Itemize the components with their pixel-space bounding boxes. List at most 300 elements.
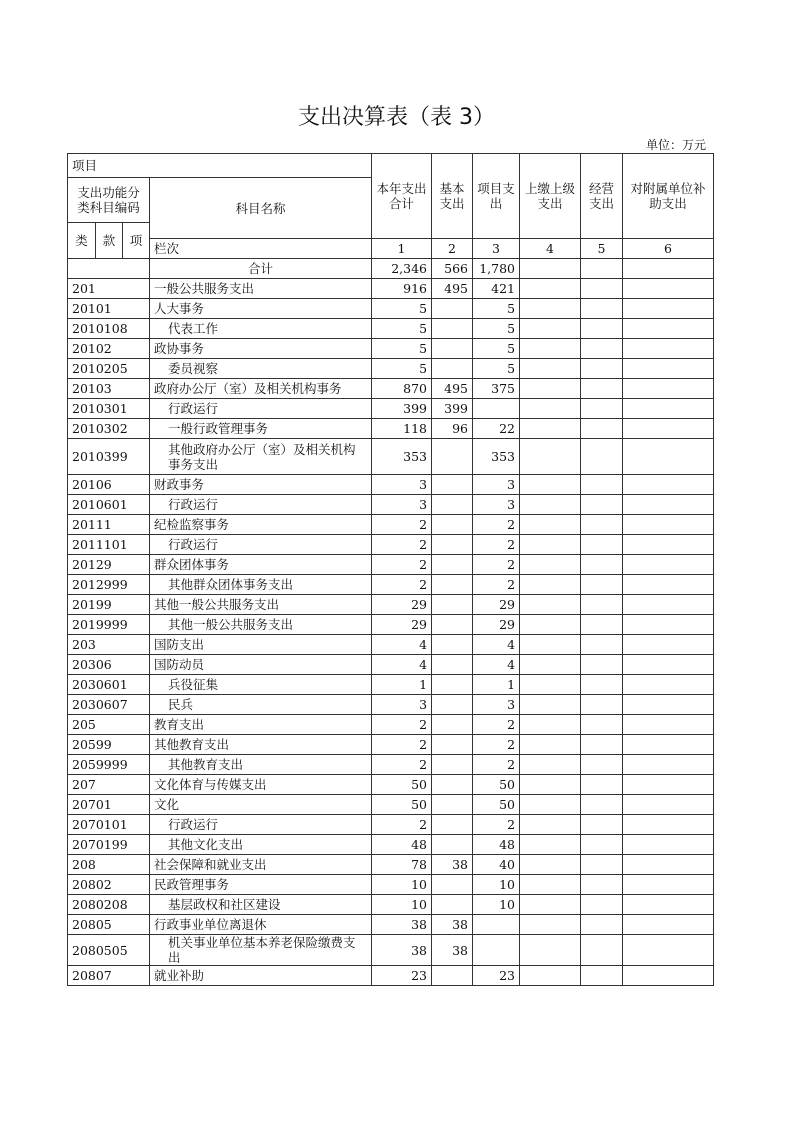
row-value (623, 875, 714, 895)
row-value: 3 (473, 695, 520, 715)
row-value (432, 695, 473, 715)
row-value (432, 835, 473, 855)
row-value (623, 675, 714, 695)
row-value (581, 775, 623, 795)
row-code: 2010601 (68, 495, 150, 515)
row-value (581, 735, 623, 755)
col-header-upper: 上缴上级支出 (520, 154, 581, 239)
row-name: 行政运行 (150, 815, 372, 835)
row-value (581, 715, 623, 735)
row-value (432, 895, 473, 915)
row-value (581, 575, 623, 595)
table-row (68, 419, 714, 439)
row-code: 201 (68, 279, 150, 299)
row-value (520, 279, 581, 299)
row-value (623, 279, 714, 299)
row-value (520, 675, 581, 695)
row-value (581, 535, 623, 555)
row-value: 4 (372, 635, 432, 655)
row-value (520, 855, 581, 875)
row-value: 4 (473, 655, 520, 675)
table-row (68, 755, 714, 775)
table-row (68, 915, 714, 935)
row-value (520, 715, 581, 735)
row-value (432, 715, 473, 735)
row-value (520, 935, 581, 966)
table-row (68, 299, 714, 319)
header-lanci: 栏次 (150, 239, 372, 259)
row-name: 行政事业单位离退休 (150, 915, 372, 935)
row-value: 96 (432, 419, 473, 439)
row-value (520, 966, 581, 986)
row-code: 2010399 (68, 439, 150, 475)
total-cell (520, 259, 581, 279)
row-value (432, 755, 473, 775)
row-value: 3 (473, 495, 520, 515)
row-value (581, 279, 623, 299)
row-value (623, 319, 714, 339)
row-value: 5 (473, 359, 520, 379)
row-value: 50 (473, 795, 520, 815)
table-row (68, 895, 714, 915)
row-value: 38 (432, 915, 473, 935)
row-value (520, 359, 581, 379)
row-value (432, 575, 473, 595)
row-value: 2 (372, 515, 432, 535)
row-value (520, 835, 581, 855)
row-name: 其他群众团体事务支出 (150, 575, 372, 595)
header-xiang: 项 (123, 223, 150, 259)
row-code: 20802 (68, 875, 150, 895)
table-row (68, 615, 714, 635)
row-value (623, 339, 714, 359)
row-value: 916 (372, 279, 432, 299)
row-name: 社会保障和就业支出 (150, 855, 372, 875)
row-name: 教育支出 (150, 715, 372, 735)
row-value: 375 (473, 379, 520, 399)
row-value: 78 (372, 855, 432, 875)
row-name: 纪检监察事务 (150, 515, 372, 535)
row-value (581, 855, 623, 875)
col-header-operating: 经营支出 (581, 154, 623, 239)
unit-label: 单位：万元 (645, 138, 706, 152)
row-value (520, 319, 581, 339)
row-name: 委员视察 (150, 359, 372, 379)
table-row (68, 495, 714, 515)
row-name: 机关事业单位基本养老保险缴费支出 (150, 935, 372, 966)
total-cell: 566 (432, 259, 473, 279)
row-value: 2 (473, 715, 520, 735)
row-value (432, 815, 473, 835)
row-name: 兵役征集 (150, 675, 372, 695)
row-value (581, 875, 623, 895)
row-value: 10 (372, 875, 432, 895)
row-name: 民政管理事务 (150, 875, 372, 895)
table-row (68, 379, 714, 399)
row-code: 2070199 (68, 835, 150, 855)
row-value: 399 (432, 399, 473, 419)
row-value (623, 419, 714, 439)
row-value (520, 379, 581, 399)
row-value: 2 (473, 575, 520, 595)
row-name: 政府办公厅（室）及相关机构事务 (150, 379, 372, 399)
row-value: 2 (473, 515, 520, 535)
row-value (581, 755, 623, 775)
row-value (623, 595, 714, 615)
row-value (581, 895, 623, 915)
row-value: 353 (473, 439, 520, 475)
row-code: 20129 (68, 555, 150, 575)
row-value: 48 (473, 835, 520, 855)
row-value (432, 439, 473, 475)
row-value: 50 (372, 775, 432, 795)
row-value (581, 515, 623, 535)
row-value (432, 615, 473, 635)
row-value (623, 735, 714, 755)
row-code: 2012999 (68, 575, 150, 595)
row-value: 3 (372, 695, 432, 715)
row-name: 群众团体事务 (150, 555, 372, 575)
table-row (68, 359, 714, 379)
row-value (520, 399, 581, 419)
row-code: 2019999 (68, 615, 150, 635)
row-value (623, 895, 714, 915)
row-value (623, 535, 714, 555)
row-name: 其他一般公共服务支出 (150, 615, 372, 635)
row-value (520, 339, 581, 359)
row-code: 20101 (68, 299, 150, 319)
table-row (68, 715, 714, 735)
table-row (68, 535, 714, 555)
row-value (432, 675, 473, 695)
row-value (432, 875, 473, 895)
table-row (68, 875, 714, 895)
row-value: 399 (372, 399, 432, 419)
row-value: 22 (473, 419, 520, 439)
row-code: 2011101 (68, 535, 150, 555)
row-code: 20599 (68, 735, 150, 755)
table-row (68, 475, 714, 495)
row-value (432, 299, 473, 319)
row-code: 2030601 (68, 675, 150, 695)
row-value (520, 815, 581, 835)
row-value (520, 895, 581, 915)
row-value (581, 815, 623, 835)
row-value: 38 (432, 935, 473, 966)
row-value (520, 735, 581, 755)
row-value (623, 575, 714, 595)
row-code: 2080505 (68, 935, 150, 966)
row-value (432, 475, 473, 495)
row-value: 2 (372, 815, 432, 835)
row-value: 2 (473, 735, 520, 755)
table-row (68, 966, 714, 986)
col-number: 5 (581, 239, 623, 259)
row-code: 2010301 (68, 399, 150, 419)
row-code: 207 (68, 775, 150, 795)
row-value (520, 535, 581, 555)
row-value: 2 (372, 555, 432, 575)
row-name: 其他教育支出 (150, 755, 372, 775)
row-value: 10 (473, 895, 520, 915)
row-value (581, 439, 623, 475)
table-row (68, 595, 714, 615)
row-value (581, 495, 623, 515)
row-value: 2 (372, 575, 432, 595)
row-value (520, 795, 581, 815)
row-value (581, 695, 623, 715)
row-name: 其他文化支出 (150, 835, 372, 855)
row-name: 文化 (150, 795, 372, 815)
col-number: 1 (372, 239, 432, 259)
row-value (623, 775, 714, 795)
row-value (581, 595, 623, 615)
row-value (623, 835, 714, 855)
row-code: 20199 (68, 595, 150, 615)
row-code: 2010108 (68, 319, 150, 339)
row-value: 50 (372, 795, 432, 815)
row-value: 421 (473, 279, 520, 299)
row-name: 基层政权和社区建设 (150, 895, 372, 915)
row-name: 一般公共服务支出 (150, 279, 372, 299)
row-value: 3 (473, 475, 520, 495)
row-value: 2 (372, 535, 432, 555)
row-value (432, 795, 473, 815)
row-value: 40 (473, 855, 520, 875)
row-value (623, 715, 714, 735)
row-value (520, 439, 581, 475)
row-value (581, 379, 623, 399)
row-code: 20103 (68, 379, 150, 399)
total-cell (623, 259, 714, 279)
row-value: 495 (432, 279, 473, 299)
row-value (432, 515, 473, 535)
table-row (68, 855, 714, 875)
row-value (581, 935, 623, 966)
row-value (520, 419, 581, 439)
row-value: 2 (372, 755, 432, 775)
row-value: 4 (372, 655, 432, 675)
row-value (432, 359, 473, 379)
row-code: 2070101 (68, 815, 150, 835)
total-cell (581, 259, 623, 279)
row-value: 1 (473, 675, 520, 695)
row-value: 5 (372, 299, 432, 319)
table-row (68, 575, 714, 595)
row-value: 353 (372, 439, 432, 475)
row-value: 29 (473, 615, 520, 635)
total-cell: 1,780 (473, 259, 520, 279)
row-value (520, 615, 581, 635)
table-row (68, 635, 714, 655)
table-row (68, 279, 714, 299)
total-row (68, 259, 714, 279)
row-name: 就业补助 (150, 966, 372, 986)
row-value (581, 419, 623, 439)
row-value: 10 (473, 875, 520, 895)
row-code: 20102 (68, 339, 150, 359)
row-value (623, 655, 714, 675)
col-number: 2 (432, 239, 473, 259)
row-name: 财政事务 (150, 475, 372, 495)
col-header-total: 本年支出合计 (372, 154, 432, 239)
row-name: 代表工作 (150, 319, 372, 339)
row-value (473, 915, 520, 935)
row-value (520, 299, 581, 319)
row-value (432, 339, 473, 359)
table-row (68, 775, 714, 795)
row-value: 495 (432, 379, 473, 399)
row-value (520, 775, 581, 795)
row-value (623, 935, 714, 966)
table-row (68, 655, 714, 675)
row-code: 2030607 (68, 695, 150, 715)
row-value: 2 (473, 555, 520, 575)
row-value: 5 (473, 299, 520, 319)
row-value (432, 535, 473, 555)
row-value (623, 495, 714, 515)
row-value (520, 555, 581, 575)
header-lei: 类 (68, 223, 96, 259)
row-value (520, 755, 581, 775)
row-name: 文化体育与传媒支出 (150, 775, 372, 795)
row-value: 38 (372, 935, 432, 966)
row-value (623, 695, 714, 715)
row-value: 2 (473, 755, 520, 775)
row-value (520, 595, 581, 615)
row-value (623, 795, 714, 815)
row-value: 870 (372, 379, 432, 399)
row-name: 国防动员 (150, 655, 372, 675)
row-value (623, 815, 714, 835)
table-row (68, 795, 714, 815)
table-row (68, 555, 714, 575)
row-code: 20306 (68, 655, 150, 675)
row-value (520, 695, 581, 715)
row-value: 5 (372, 359, 432, 379)
row-code: 205 (68, 715, 150, 735)
row-value: 50 (473, 775, 520, 795)
row-value (432, 735, 473, 755)
row-name: 其他政府办公厅（室）及相关机构事务支出 (150, 439, 372, 475)
row-value: 2 (372, 715, 432, 735)
row-value: 2 (473, 535, 520, 555)
row-code: 2010205 (68, 359, 150, 379)
row-value: 38 (372, 915, 432, 935)
row-value (623, 439, 714, 475)
row-value (581, 966, 623, 986)
row-value: 5 (372, 339, 432, 359)
row-value: 23 (473, 966, 520, 986)
row-value: 118 (372, 419, 432, 439)
row-value (581, 319, 623, 339)
row-code: 2059999 (68, 755, 150, 775)
row-value: 29 (372, 615, 432, 635)
row-value: 5 (372, 319, 432, 339)
row-value: 5 (473, 319, 520, 339)
row-value: 10 (372, 895, 432, 915)
expenditure-table (67, 153, 714, 986)
row-value (581, 299, 623, 319)
row-code: 20106 (68, 475, 150, 495)
row-value: 2 (372, 735, 432, 755)
row-code: 2010302 (68, 419, 150, 439)
row-value (581, 655, 623, 675)
row-name: 其他教育支出 (150, 735, 372, 755)
row-value (581, 399, 623, 419)
row-value (581, 615, 623, 635)
row-value: 38 (432, 855, 473, 875)
row-value (623, 635, 714, 655)
row-value (623, 855, 714, 875)
row-code: 208 (68, 855, 150, 875)
row-code: 20807 (68, 966, 150, 986)
row-value (520, 655, 581, 675)
table-row (68, 935, 714, 966)
row-value (520, 475, 581, 495)
header-name-label: 科目名称 (150, 178, 372, 239)
table-row (68, 319, 714, 339)
row-name: 行政运行 (150, 399, 372, 419)
row-code: 20701 (68, 795, 150, 815)
total-cell: 2,346 (372, 259, 432, 279)
table-row (68, 675, 714, 695)
row-value (623, 755, 714, 775)
row-value (432, 555, 473, 575)
row-name: 政协事务 (150, 339, 372, 359)
row-value (623, 299, 714, 319)
row-value (581, 555, 623, 575)
row-value (623, 515, 714, 535)
row-value (581, 795, 623, 815)
row-value (432, 319, 473, 339)
row-name: 其他一般公共服务支出 (150, 595, 372, 615)
table-row (68, 735, 714, 755)
row-value (520, 575, 581, 595)
row-code: 20805 (68, 915, 150, 935)
header-code-label: 支出功能分类科目编码 (68, 178, 150, 223)
table-row (68, 399, 714, 419)
row-value: 3 (372, 475, 432, 495)
row-value (623, 379, 714, 399)
row-value (432, 595, 473, 615)
row-name: 行政运行 (150, 535, 372, 555)
page-title: 支出决算表（表 3） (298, 105, 495, 130)
row-value: 29 (473, 595, 520, 615)
row-value: 29 (372, 595, 432, 615)
row-code: 2080208 (68, 895, 150, 915)
row-name: 人大事务 (150, 299, 372, 319)
row-value: 1 (372, 675, 432, 695)
row-name: 国防支出 (150, 635, 372, 655)
row-value: 5 (473, 339, 520, 359)
header-kuan: 款 (96, 223, 123, 259)
row-value (623, 475, 714, 495)
row-value (432, 635, 473, 655)
row-value (581, 675, 623, 695)
row-value (520, 635, 581, 655)
row-value: 4 (473, 635, 520, 655)
row-value (520, 915, 581, 935)
row-value (623, 915, 714, 935)
row-value (473, 935, 520, 966)
total-label: 合计 (150, 259, 372, 279)
row-name: 行政运行 (150, 495, 372, 515)
row-value (581, 475, 623, 495)
row-code: 203 (68, 635, 150, 655)
row-value (520, 495, 581, 515)
table-row (68, 815, 714, 835)
